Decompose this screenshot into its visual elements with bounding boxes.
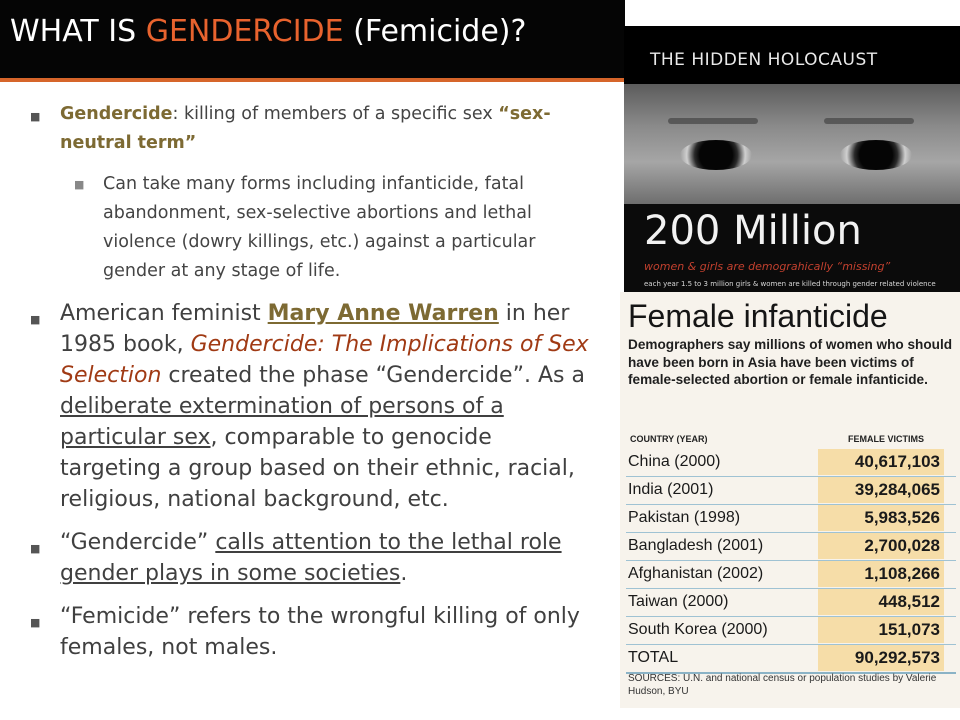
row-country: TOTAL — [628, 649, 679, 666]
row-victims: 90,292,573 — [818, 645, 944, 671]
title-part2: (Femicide)? — [343, 14, 527, 49]
row-victims: 151,073 — [818, 617, 944, 643]
row-country: India (2001) — [628, 481, 714, 498]
lethal-role-text: calls attention to the lethal role gender plays in some societies — [60, 530, 562, 586]
hidden-holocaust-poster — [624, 26, 960, 292]
clipping-sources: SOURCES: U.N. and national census or population studies by Valerie Hudson, BYU — [628, 673, 937, 697]
victims-table — [626, 449, 956, 674]
left-brow — [668, 118, 758, 124]
sub-bullet-forms — [60, 170, 593, 286]
row-country: Afghanistan (2002) — [628, 565, 764, 582]
square-bullet-icon: ■ — [30, 542, 41, 555]
title-part1: WHAT IS — [10, 14, 146, 49]
table-row — [626, 617, 956, 645]
row-country: Taiwan (2000) — [628, 593, 729, 610]
bullet1-text: : killing of members of a specific sex — [172, 104, 499, 124]
clipping-title: Female infanticide — [628, 298, 888, 334]
female-infanticide-clipping — [620, 292, 960, 708]
slide-title — [10, 14, 526, 49]
mary-anne-warren-link[interactable]: Mary Anne Warren — [267, 301, 499, 326]
table-row — [626, 477, 956, 505]
table-row — [626, 589, 956, 617]
column-header-victims: FEMALE VICTIMS — [848, 434, 924, 444]
table-row — [626, 561, 956, 589]
square-bullet-icon: ■ — [30, 110, 41, 123]
sex-neutral-quote: “sex-neutral term” — [60, 104, 551, 153]
bullet2-text1: American feminist — [60, 301, 268, 326]
bullet3-text1: “Gendercide” — [60, 530, 216, 555]
poster-small-text: each year 1.5 to 3 million girls & women are killed through gender related violence — [644, 280, 936, 288]
row-country: Bangladesh (2001) — [628, 537, 764, 554]
bullet-list — [30, 100, 600, 663]
book-title: Gendercide: The Implications of Sex Selection — [60, 332, 589, 388]
bullet3-text2: . — [400, 561, 408, 586]
square-bullet-icon: ■ — [74, 178, 85, 191]
clipping-description: Demographers say millions of women who should have been born in Asia have been victims of female-selected abortion or female infanticide. — [628, 337, 953, 387]
right-brow — [824, 118, 914, 124]
bullet-mary-anne-warren — [30, 298, 590, 515]
sub-bullet-text: Can take many forms including infanticide, fatal abandonment, sex-selective abortions and lethal violence (dowry killings, etc.) against a particular gender at any stage of life. — [103, 174, 536, 281]
title-bar — [0, 0, 625, 78]
row-victims: 40,617,103 — [818, 449, 944, 475]
bullet2-text4: , comparable to genocide targeting a group based on their ethnic, racial, religious, national background, etc. — [60, 425, 575, 512]
right-eye — [840, 140, 912, 170]
title-divider — [0, 78, 625, 82]
bullet-lethal-role — [30, 527, 590, 589]
poster-header — [624, 26, 960, 88]
row-country: South Korea (2000) — [628, 621, 768, 638]
table-row — [626, 449, 956, 477]
bullet-gendercide-definition — [30, 100, 605, 158]
child-eyes-photo — [624, 84, 960, 204]
title-highlight: GENDERCIDE — [145, 14, 344, 49]
poster-lower-panel — [624, 204, 960, 292]
row-victims: 39,284,065 — [818, 477, 944, 503]
table-row — [626, 533, 956, 561]
bullet4-text: “Femicide” refers to the wrongful killing of only females, not males. — [60, 604, 580, 660]
left-eye — [680, 140, 752, 170]
row-victims: 1,108,266 — [818, 561, 944, 587]
row-country: China (2000) — [628, 453, 721, 470]
row-victims: 2,700,028 — [818, 533, 944, 559]
missing-subtitle: women & girls are demograhically “missing” — [644, 260, 891, 273]
table-row-total — [626, 645, 956, 674]
poster-header-text: THE HIDDEN HOLOCAUST — [650, 50, 878, 70]
deliberate-extermination-text: deliberate extermination of persons of a particular sex — [60, 394, 504, 450]
row-victims: 448,512 — [818, 589, 944, 615]
row-victims: 5,983,526 — [818, 505, 944, 531]
bullet2-text3: created the phase “Gendercide”. As a — [161, 363, 585, 388]
bullet2-text2: in her 1985 book, — [60, 301, 570, 357]
bullet-femicide — [30, 601, 590, 663]
table-row — [626, 505, 956, 533]
square-bullet-icon: ■ — [30, 616, 41, 629]
row-country: Pakistan (1998) — [628, 509, 741, 526]
term-gendercide: Gendercide — [60, 104, 173, 124]
square-bullet-icon: ■ — [30, 313, 41, 326]
column-header-country: COUNTRY (YEAR) — [630, 434, 708, 444]
two-hundred-million-text: 200 Million — [644, 208, 862, 254]
